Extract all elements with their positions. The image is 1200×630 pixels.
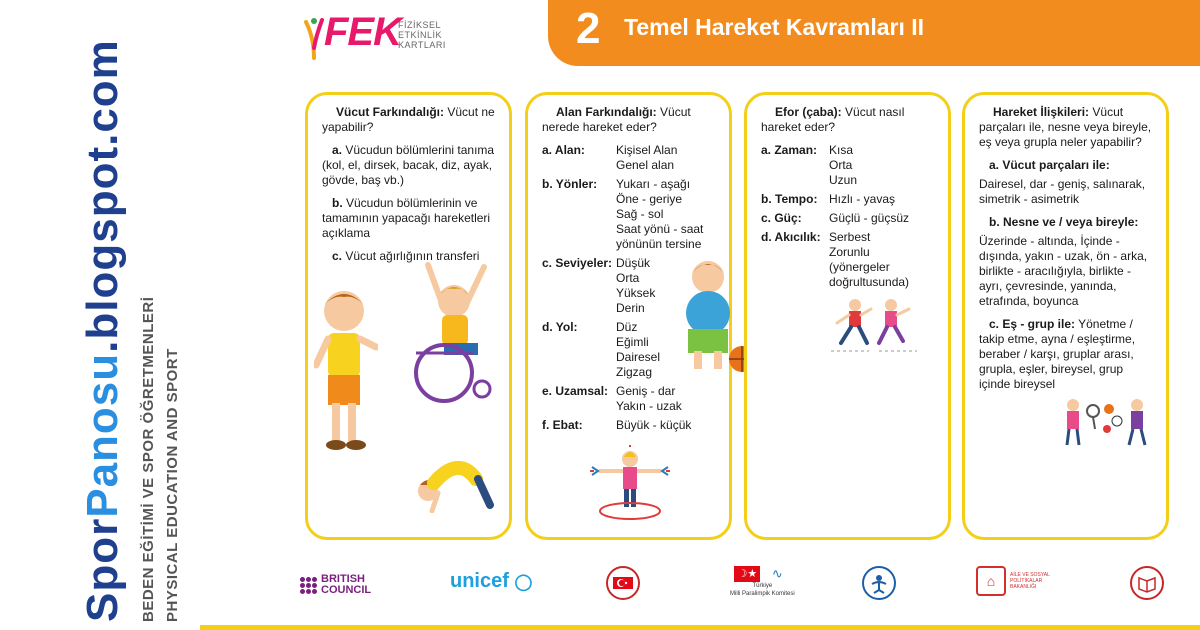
- heading-rest: Vücut ne yapabilir?: [322, 105, 495, 134]
- bottom-divider: [200, 625, 1200, 630]
- special-olympics-seal-icon: [862, 566, 896, 600]
- partner-logos: [300, 560, 1190, 610]
- row-key: a. Alan:: [542, 143, 585, 157]
- section-label: a. Vücut parçaları ile:: [989, 158, 1110, 172]
- definition-row: [761, 211, 936, 226]
- card-hareket-iliskileri: [962, 92, 1169, 540]
- row-value: Yüksek: [616, 286, 656, 300]
- unicef-emblem-icon: ◯: [514, 574, 533, 591]
- british-council-wordmark: [321, 574, 371, 596]
- row-values: [829, 143, 936, 188]
- row-value: Yakın - uzak: [616, 399, 682, 413]
- row-key: f. Ebat:: [542, 418, 583, 432]
- row-values: [616, 418, 717, 433]
- row-value: Dairesel: [616, 350, 661, 364]
- row-value: Kişisel Alan: [616, 143, 678, 157]
- row-key: e. Uzamsal:: [542, 384, 609, 398]
- sport-ministry-seal-icon: [606, 566, 640, 600]
- item-letter: b.: [332, 196, 343, 210]
- row-value: (yönergeler doğrultusunda): [829, 260, 910, 289]
- row-values: [829, 211, 936, 226]
- blog-branding: [0, 0, 200, 630]
- definition-row: [542, 177, 717, 252]
- item-letter: c.: [332, 249, 343, 263]
- row-value: Güçlü - güçsüz: [829, 211, 910, 225]
- row-value: Geniş - dar: [616, 384, 676, 398]
- card-heading: [542, 105, 717, 135]
- british-council-logo: [300, 574, 371, 596]
- definition-row: [761, 192, 936, 207]
- row-value: Kısa: [829, 143, 854, 157]
- turkish-flag-icon: ☽★: [734, 566, 760, 582]
- card-number: 2: [576, 4, 601, 53]
- row-value: Büyük - küçük: [616, 418, 692, 432]
- blog-subtitle-tr: BEDEN EĞİTİMİ VE SPOR ÖĞRETMENLERİ: [140, 296, 157, 622]
- heading-rest: Vücut parçaları ile, nesne veya bireyle, eş veya grupla neler yapabilir?: [979, 105, 1152, 149]
- row-value: Orta: [829, 158, 853, 172]
- row-value: Serbest: [829, 230, 871, 244]
- fek-text-line: KARTLARI: [398, 40, 446, 50]
- blog-title-part3: .blogspot.com: [78, 39, 127, 353]
- row-key: d. Akıcılık:: [761, 230, 821, 244]
- item-text: Vücudun bölümlerini tanıma (kol, el, dirsek, bacak, diz, ayak, gövde, baş vb.): [322, 143, 495, 187]
- book-emblem-icon: [1136, 572, 1158, 594]
- heading-bold: Hareket İlişkileri:: [993, 105, 1090, 119]
- row-values: [829, 230, 936, 290]
- row-values: [616, 143, 717, 173]
- british-council-dots-icon: [300, 577, 317, 594]
- fek-text-line: FİZİKSEL: [398, 20, 442, 30]
- blog-title-part1: Spor: [78, 517, 127, 622]
- unicef-wordmark: unicef: [450, 570, 509, 592]
- definition-row: [542, 143, 717, 173]
- row-value: Zigzag: [616, 365, 653, 379]
- fek-logo-text: [398, 20, 446, 50]
- item-letter: a.: [332, 143, 343, 157]
- blog-subtitle-en: PHYSICAL EDUCATION AND SPORT: [164, 348, 181, 622]
- page-title: Temel Hareket Kavramları II: [624, 14, 925, 40]
- section-label: c. Eş - grup ile:: [989, 317, 1076, 331]
- section-text: Yönetme / takip etme, ayna / eşleştirme, beraber / karşı, gruplar arası, grupla, eşler, bireysel, grup içinde bireysel: [979, 317, 1136, 391]
- definition-row: [761, 230, 936, 290]
- tmpk-emblem: [730, 566, 795, 582]
- children-with-balls-illustration: [1059, 395, 1155, 451]
- row-values: [829, 192, 936, 207]
- list-item: [322, 143, 497, 188]
- heading-rest: Vücut nerede hareket eder?: [542, 105, 691, 134]
- card-alan-farkindaligi: [525, 92, 732, 540]
- card-heading: [761, 105, 936, 135]
- section-label-row: [979, 158, 1154, 173]
- list-item: [322, 196, 497, 241]
- row-key: c. Seviyeler:: [542, 256, 613, 270]
- row-value: Sağ - sol: [616, 207, 664, 221]
- row-value: Genel alan: [616, 158, 675, 172]
- heading-bold: Vücut Farkındalığı:: [336, 105, 445, 119]
- family-ministry-logo: [976, 566, 1050, 596]
- row-value: Saat yönü - saat yönünün tersine: [616, 222, 704, 251]
- card-vucut-farkindaligi: [305, 92, 512, 540]
- title-banner: [548, 0, 1200, 66]
- definition-row: [542, 384, 717, 414]
- fek-mark: FEK: [324, 10, 401, 54]
- card-efor: [744, 92, 951, 540]
- fek-text-line: ETKİNLİK: [398, 30, 443, 40]
- definition-row: [542, 418, 717, 433]
- row-value: Hızlı - yavaş: [829, 192, 896, 206]
- bc-line: BRITISH: [321, 573, 365, 585]
- row-value: Öne - geriye: [616, 192, 683, 206]
- section-text: Dairesel, dar - geniş, salınarak, simetrik - asimetrik: [979, 177, 1146, 206]
- row-value: Orta: [616, 271, 640, 285]
- row-value: Düşük: [616, 256, 651, 270]
- card-heading: [979, 105, 1154, 150]
- heading-bold: Efor (çaba):: [775, 105, 842, 119]
- row-value: Derin: [616, 301, 645, 315]
- boy-illustration: [314, 285, 378, 465]
- row-values: [616, 384, 717, 414]
- blog-title: [78, 39, 128, 622]
- row-key: d. Yol:: [542, 320, 578, 334]
- row-value: Zorunlu: [829, 245, 870, 259]
- fek-figure-icon: [304, 18, 324, 60]
- section-label-row: [979, 215, 1154, 230]
- blog-title-part2: Panosu: [78, 352, 127, 518]
- definition-row: [761, 143, 936, 188]
- row-key: a. Zaman:: [761, 143, 818, 157]
- tmpk-caption: Türkiye: [752, 583, 773, 589]
- fek-logo: [300, 8, 470, 68]
- row-key: c. Güç:: [761, 211, 802, 225]
- row-key: b. Yönler:: [542, 177, 598, 191]
- running-children-illustration: [829, 295, 919, 355]
- unicef-logo: [450, 570, 532, 593]
- tmpk-caption: Milli Paralimpik Komitesi: [730, 591, 795, 597]
- row-value: Yukarı - aşağı: [616, 177, 691, 191]
- wheelchair-girl-illustration: [404, 257, 500, 407]
- directions-girl-illustration: [590, 445, 670, 523]
- row-value: Eğimli: [616, 335, 649, 349]
- heading-rest: Vücut nasıl hareket eder?: [761, 105, 905, 134]
- item-text: Vücut ağırlığının transferi: [342, 249, 480, 263]
- crawling-child-illustration: [398, 449, 498, 513]
- row-key: b. Tempo:: [761, 192, 818, 206]
- bc-line: COUNCIL: [321, 584, 372, 596]
- row-value: Düz: [616, 320, 638, 334]
- section-text: Üzerinde - altında, İçinde - dışında, yakın - uzak, ön - arka, birlikte - aracılığıyla, birlikte - ayrı, çevresinde, yanında, etrafında, boyunca: [979, 234, 1148, 308]
- paralympic-committee-logo: [730, 566, 795, 598]
- section-row: [979, 317, 1154, 392]
- row-values: [616, 177, 717, 252]
- crescent-star-icon: [612, 572, 634, 594]
- card-heading: [322, 105, 497, 135]
- item-text: Vücudun bölümlerinin ve tamamının yapacağı hareketleri açıklama: [322, 196, 491, 240]
- education-ministry-seal-icon: [1130, 566, 1164, 600]
- house-icon: ⌂: [976, 566, 1006, 596]
- row-value: Uzun: [829, 173, 858, 187]
- figure-emblem-icon: [868, 572, 890, 594]
- family-ministry-text: AİLE VE SOSYAL POLİTİKALAR BAKANLIĞI: [1010, 572, 1050, 590]
- agitos-icon: ∿: [771, 566, 783, 581]
- section-label: b. Nesne ve / veya bireyle:: [989, 215, 1139, 229]
- heading-bold: Alan Farkındalığı:: [556, 105, 657, 119]
